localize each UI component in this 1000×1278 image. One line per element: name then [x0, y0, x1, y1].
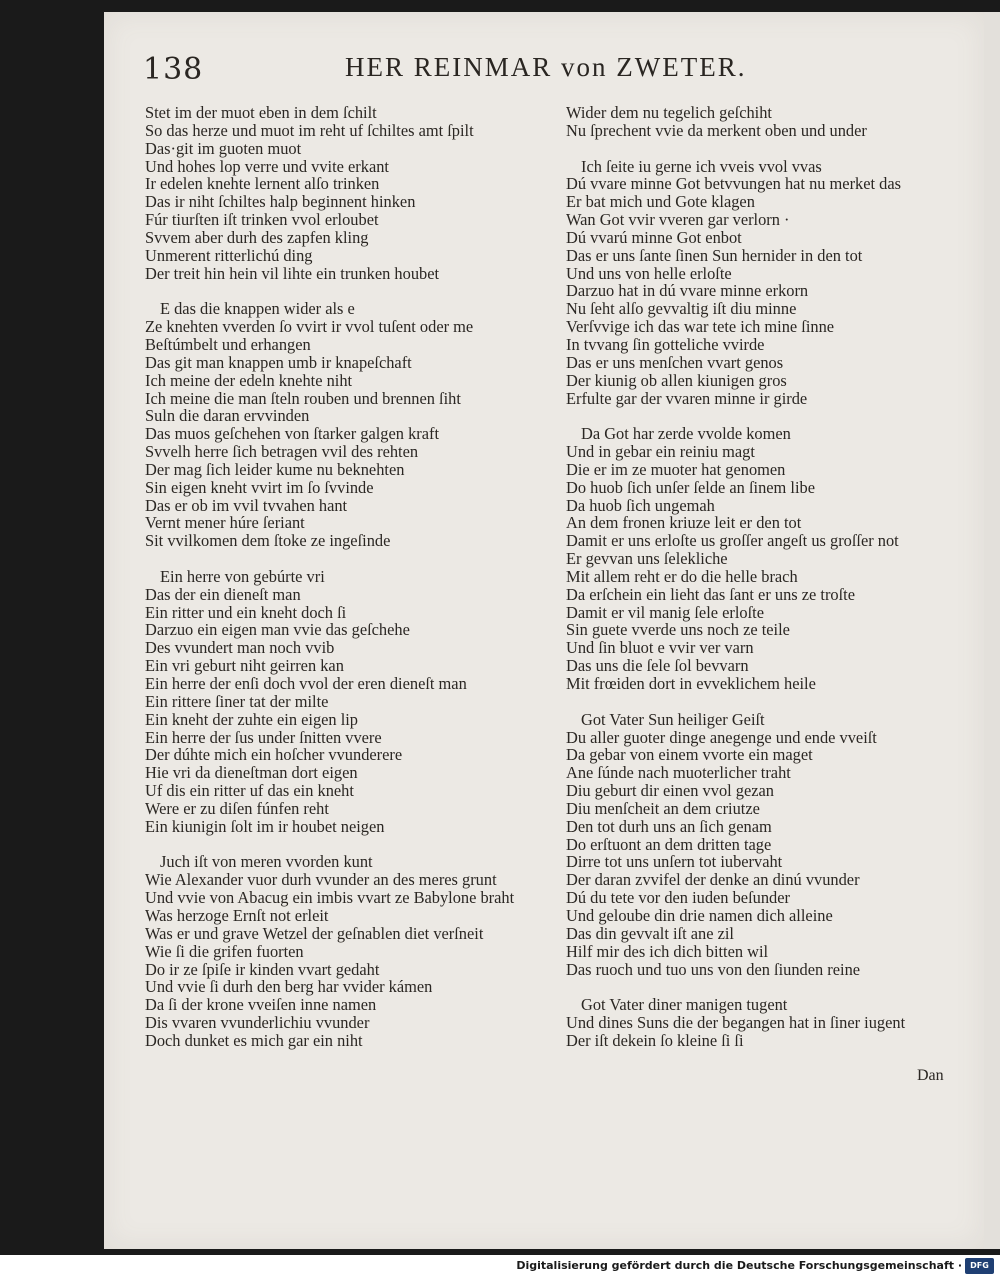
verse-line: Erfulte gar der vvaren minne ir girde: [566, 388, 808, 408]
verse-line: Damit er uns erloſte us groſſer angeſt us groſſer not: [566, 531, 899, 551]
verse-line: Ze knehten vverden ſo vvirt ir vvol tuſent oder me: [145, 317, 474, 337]
verse-line: Nu ſeht alſo gevvaltig iſt diu minne: [566, 299, 797, 319]
verse-line: Und dines Suns die der begangen hat in ſiner iugent: [566, 1013, 906, 1033]
verse-line: Und vvie ſi durh den berg har vvider kámen: [145, 977, 433, 997]
verse-line: Des vvundert man noch vvib: [145, 638, 335, 658]
stanza: [566, 711, 971, 979]
verse-line: Das muos geſchehen von ſtarker galgen kraft: [145, 424, 440, 444]
verse-line: Der treit hin hein vil lihte ein trunken houbet: [145, 263, 440, 283]
verse-line: Der kiunig ob allen kiunigen gros: [566, 370, 787, 390]
verse-line: In tvvang ſin gotteliche vvirde: [566, 334, 765, 354]
page-number: 138: [143, 52, 204, 87]
stanza: [145, 104, 555, 282]
verse-line: Und vvie von Abacug ein imbis vvart ze Babylone braht: [145, 888, 515, 908]
verse-line: Ir edelen knehte lernent alſo trinken: [145, 174, 380, 194]
verse-line: Damit er vil manig ſele erloſte: [566, 602, 764, 622]
verse-line: Und geloube din drie namen dich alleine: [566, 905, 833, 925]
verse-line: Were er zu diſen fúnfen reht: [145, 798, 329, 818]
verse-line: E das die knappen wider als e: [160, 299, 355, 319]
verse-line: Ich meine der edeln knehte niht: [145, 370, 353, 390]
verse-line: Da ſi der krone vveiſen inne namen: [145, 995, 377, 1015]
verse-line: Wider dem nu tegelich geſchiht: [566, 103, 772, 122]
verse-line: Darzuo hat in dú vvare minne erkorn: [566, 281, 809, 301]
stanza: [145, 568, 555, 836]
verse-line: Hie vri da dieneſtman dort eigen: [145, 763, 358, 783]
verse-line: Do huob ſich unſer ſelde an ſinem libe: [566, 477, 815, 497]
stanza: [566, 425, 971, 693]
verse-line: An dem fronen kriuze leit er den tot: [566, 513, 802, 533]
verse-line: So das herze und muot im reht uf ſchiltes amt ſpilt: [145, 120, 474, 140]
verse-line: Die er im ze muoter hat genomen: [566, 459, 786, 479]
verse-line: Diu geburt dir einen vvol gezan: [566, 781, 775, 801]
verse-line: Sin guete vverde uns noch ze teile: [566, 620, 790, 640]
verse-line: Hilf mir des ich dich bitten wil: [566, 941, 769, 961]
verse-line: Unmerent ritterlichú ding: [145, 245, 313, 265]
left-text-column: [145, 104, 555, 1068]
verse-line: Ein herre der ſus under ſnitten vvere: [145, 727, 382, 747]
catchword: Dan: [917, 1067, 944, 1084]
verse-line: Ein ritter und ein kneht doch ſi: [145, 602, 347, 622]
verse-line: Er bat mich und Gote klagen: [566, 192, 755, 212]
verse-line: Das er uns ſante ſinen Sun hernider in den tot: [566, 245, 863, 265]
verse-line: Do erſtuont an dem dritten tage: [566, 834, 772, 854]
verse-line: Das ir niht ſchiltes halp beginnent hinken: [145, 192, 416, 212]
verse-line: Da huob ſich ungemah: [566, 495, 715, 515]
verse-line: Das der ein dieneſt man: [145, 584, 301, 604]
verse-line: Ein rittere ſiner tat der milte: [145, 691, 329, 711]
verse-line: Und uns von helle erloſte: [566, 263, 732, 283]
verse-line: Der dúhte mich ein hoſcher vvunderere: [145, 745, 403, 765]
verse-line: Da erſchein ein lieht das ſant er uns ze troſte: [566, 584, 855, 604]
stanza: [566, 104, 971, 140]
verse-line: Doch dunket es mich gar ein niht: [145, 1030, 363, 1050]
verse-line: Ein kneht der zuhte ein eigen lip: [145, 709, 359, 729]
verse-line: Nu ſprechent vvie da merkent oben und under: [566, 120, 867, 140]
stanza: [145, 300, 555, 550]
verse-line: Ich meine die man ſteln rouben und brennen ſiht: [145, 388, 461, 408]
verse-line: Dú du tete vor den iuden beſunder: [566, 888, 790, 908]
verse-line: Mit frœiden dort in evveklichem heile: [566, 674, 816, 693]
page-header: [143, 50, 963, 90]
verse-line: Darzuo ein eigen man vvie das geſchehe: [145, 620, 410, 640]
verse-line: Mit allem reht er do die helle brach: [566, 566, 798, 586]
verse-line: Dirre tot uns unſern tot iubervaht: [566, 852, 783, 872]
verse-line: Der iſt dekein ſo kleine ſi ſi: [566, 1030, 744, 1050]
verse-line: Das er uns menſchen vvart genos: [566, 352, 784, 372]
funding-credit: Digitalisierung gefördert durch die Deutsche Forschungsgemeinschaft ·: [516, 1259, 962, 1272]
verse-line: Du aller guoter dinge anegenge und ende vveiſt: [566, 727, 877, 747]
verse-line: Dis vvaren vvunderlichiu vvunder: [145, 1013, 370, 1033]
verse-line: Den tot durh uns an ſich genam: [566, 816, 772, 836]
stanza: [566, 996, 971, 1050]
verse-line: Got Vater Sun heiliger Geiſt: [581, 709, 765, 729]
verse-line: Wan Got vvir vveren gar verlorn ·: [566, 210, 790, 230]
verse-line: Er gevvan uns ſelekliche: [566, 549, 728, 569]
dfg-logo: DFG: [965, 1258, 994, 1274]
verse-line: Svvem aber durh des zapfen kling: [145, 227, 369, 247]
verse-line: Das git man knappen umb ir knapeſchaft: [145, 352, 412, 372]
verse-line: Ane ſúnde nach muoterlicher traht: [566, 763, 791, 783]
verse-line: Und ſin bluot e vvir ver varn: [566, 638, 754, 658]
verse-line: Das uns die ſele ſol bevvarn: [566, 656, 749, 676]
verse-line: Do ir ze ſpiſe ir kinden vvart gedaht: [145, 959, 380, 979]
verse-line: Wie ſi die grifen fuorten: [145, 941, 304, 961]
verse-line: Fúr tiurſten iſt trinken vvol erloubet: [145, 210, 379, 230]
verse-line: Beſtúmbelt und erhangen: [145, 334, 311, 354]
verse-line: Da gebar von einem vvorte ein maget: [566, 745, 813, 765]
verse-line: Juch iſt von meren vvorden kunt: [160, 852, 373, 872]
verse-line: Suln die daran ervvinden: [145, 406, 310, 426]
verse-line: Was herzoge Ernſt not erleit: [145, 905, 329, 925]
verse-line: Der daran zvvifel der denke an dinú vvunder: [566, 870, 860, 890]
verse-line: Svvelh herre ſich betragen vvil des rehten: [145, 442, 419, 462]
verse-line: Und hohes lop verre und vvite erkant: [145, 156, 389, 176]
verse-line: Dú vvare minne Got betvvungen hat nu merket das: [566, 174, 902, 194]
verse-line: Ein kiunigin ſolt im ir houbet neigen: [145, 816, 385, 836]
verse-line: Ich ſeite iu gerne ich vveis vvol vvas: [581, 156, 822, 176]
verse-line: Das ruoch und tuo uns von den ſiunden reine: [566, 959, 861, 979]
verse-line: Da Got har zerde vvolde komen: [581, 424, 791, 444]
verse-line: Dú vvarú minne Got enbot: [566, 227, 742, 247]
stanza: [566, 158, 971, 408]
right-text-column: [566, 104, 971, 1068]
verse-line: Verſvvige ich das war tete ich mine ſinne: [566, 317, 835, 337]
verse-line: Der mag ſich leider kume nu beknehten: [145, 459, 405, 479]
stanza: [145, 853, 555, 1049]
verse-line: Das din gevvalt iſt ane zil: [566, 923, 734, 943]
verse-line: Sin eigen kneht vvirt im ſo ſvvinde: [145, 477, 374, 497]
verse-line: Stet im der muot eben in dem ſchilt: [145, 103, 377, 122]
footer-bar: [0, 1255, 1000, 1278]
verse-line: Ein herre der enſi doch vvol der eren dieneſt man: [145, 674, 467, 693]
verse-line: Ein vri geburt niht geirren kan: [145, 656, 344, 676]
running-title: HER REINMAR von ZWETER.: [345, 52, 747, 82]
verse-line: Vernt mener húre ſeriant: [145, 513, 305, 533]
verse-line: Uf dis ein ritter uf das ein kneht: [145, 781, 354, 801]
verse-line: Was er und grave Wetzel der geſnablen diet verſneit: [145, 923, 484, 943]
verse-line: Diu menſcheit an dem criutze: [566, 798, 760, 818]
verse-line: Got Vater diner manigen tugent: [581, 995, 788, 1015]
verse-line: Das·git im guoten muot: [145, 138, 302, 158]
verse-line: Und in gebar ein reiniu magt: [566, 442, 755, 462]
verse-line: Das er ob im vvil tvvahen hant: [145, 495, 348, 515]
verse-line: Ein herre von gebúrte vri: [160, 566, 325, 586]
verse-line: Wie Alexander vuor durh vvunder an des meres grunt: [145, 870, 497, 890]
verse-line: Sit vvilkomen dem ſtoke ze ingeſinde: [145, 531, 391, 551]
